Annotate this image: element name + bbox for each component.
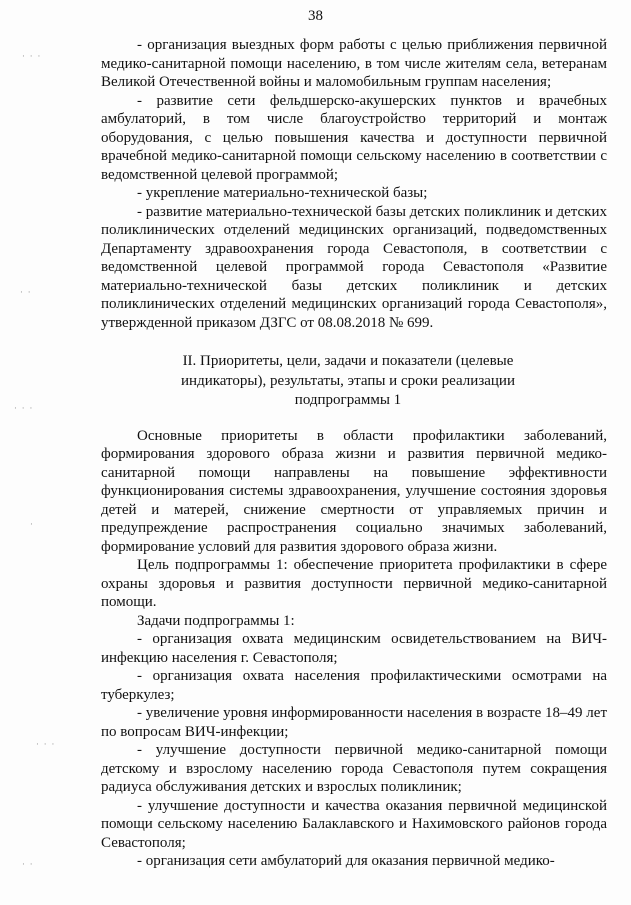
- scan-artifact: · · ·: [14, 404, 34, 414]
- paragraph: - организация охвата медицинским освидетельствованием на ВИЧ-инфекцию населения г. Севастополя;: [101, 631, 607, 666]
- paragraph: - развитие сети фельдшерско-акушерских пунктов и врачебных амбулаторий, в том числе благоустройство территорий и монтаж оборудования, с целью повышения качества и доступности первичной врачебной медико-санитарной помощи сельскому населению в соответствии с ведомственной целевой программой;: [101, 92, 607, 183]
- paragraph: - улучшение доступности и качества оказания первичной медицинской помощи сельскому населению Балаклавского и Нахимовского районов города Севастополя;: [101, 797, 607, 851]
- paragraph: Задачи подпрограммы 1:: [137, 612, 295, 629]
- section-heading-line: подпрограммы 1: [294, 392, 402, 408]
- paragraph: - улучшение доступности первичной медико-санитарной помощи детскому и взрослому населению города Севастополя путем сокращения радиуса обслуживания детских и взрослых поликлиник;: [101, 742, 607, 795]
- section-heading-line: II. Приоритеты, цели, задачи и показатели (целевые: [182, 353, 514, 369]
- scan-artifact: · ·: [22, 860, 34, 870]
- scan-artifact: · · ·: [22, 52, 42, 62]
- section-heading-line: индикаторы), результаты, этапы и сроки реализации: [181, 372, 515, 389]
- paragraph: - развитие материально-технической базы детских поликлиник и детских поликлинических отделений медицинских организаций, подведомственных Департаменту здравоохранения города Севастополя, в соответствии с ведомственной целевой программой города Севастополя «Развитие материально-технической базы детских поликлиник и детских поликлинических отделений медицинских организаций города Севастополя», утвержденной приказом ДЗГС от 08.08.2018 № 699.: [101, 203, 607, 331]
- paragraph: - организация выездных форм работы с целью приближения первичной медико-санитарной помощи населению, в том числе жителям села, ветеранам Великой Отечественной войны и маломобильным группам населения;: [101, 37, 607, 90]
- scan-artifact: ·: [30, 520, 34, 530]
- paragraph: - увеличение уровня информированности населения в возрасте 18–49 лет по вопросам ВИЧ-инфекции;: [101, 705, 607, 740]
- paragraph: Основные приоритеты в области профилактики заболеваний, формирования здорового образа жизни и развития первичной медико-санитарной помощи направлены на повышение эффективности функционирования системы здравоохранения, улучшение состояния здоровья детей и матерей, снижение смертности от управляемых причин и предупреждение распространения социально значимых заболеваний, формирование условий для развития здорового образа жизни.: [101, 427, 607, 555]
- paragraph: - укрепление материально-технической базы;: [137, 185, 428, 201]
- scan-artifact: · ·: [20, 288, 32, 298]
- paragraph: - организация сети амбулаторий для оказания первичной медико-: [137, 853, 555, 869]
- document-body: [101, 36, 607, 871]
- paragraph: - организация охвата населения профилактическими осмотрами на туберкулез;: [101, 668, 607, 703]
- paragraph: Цель подпрограммы 1: обеспечение приоритета профилактики в сфере охраны здоровья и развития доступности первичной медико-санитарной помощи.: [101, 557, 607, 610]
- scan-artifact: · · ·: [36, 740, 56, 750]
- page-number: 38: [308, 8, 323, 24]
- section-heading: [101, 352, 607, 411]
